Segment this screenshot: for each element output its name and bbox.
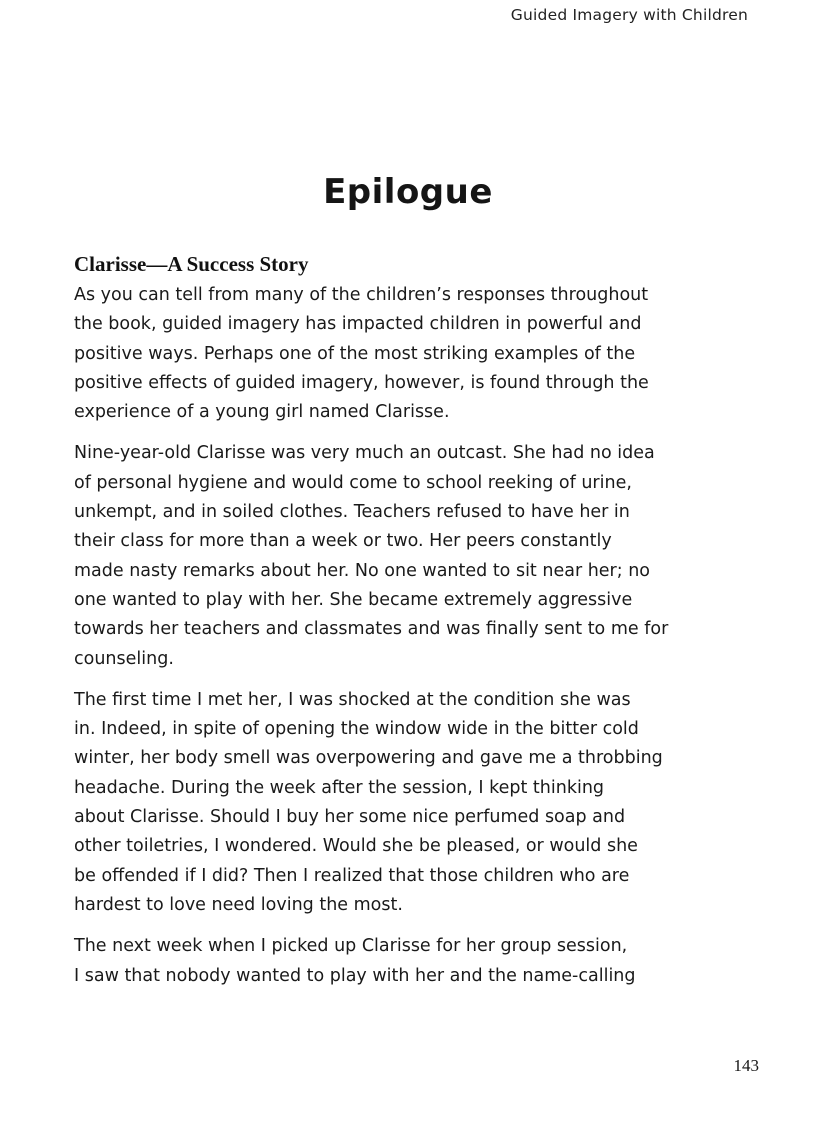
text-line: in. Indeed, in spite of opening the window wide in the bitter cold <box>74 719 639 740</box>
text-line: one wanted to play with her. She became extremely aggressive <box>74 589 633 610</box>
text-line: about Clarisse. Should I buy her some nice perfumed soap and <box>74 807 626 828</box>
text-line: towards her teachers and classmates and was finally sent to me for <box>74 619 669 640</box>
text-line: experience of a young girl named Clarisse. <box>74 402 450 423</box>
text-line: I saw that nobody wanted to play with her and the name-calling <box>74 965 636 986</box>
text-line: The next week when I picked up Clarisse for her group session, <box>74 936 628 957</box>
page-number: 143 <box>733 1056 759 1075</box>
paragraph-3 <box>74 686 754 920</box>
text-line: The first time I met her, I was shocked at the condition she was <box>74 689 631 710</box>
paragraph-1 <box>74 281 754 427</box>
text-line: winter, her body smell was overpowering and gave me a throbbing <box>74 748 663 769</box>
text-line: positive ways. Perhaps one of the most striking examples of the <box>74 343 636 364</box>
body-text <box>74 281 754 1003</box>
chapter-title: Epilogue <box>323 172 493 212</box>
text-line: unkempt, and in soiled clothes. Teachers refused to have her in <box>74 502 630 523</box>
text-line: of personal hygiene and would come to school reeking of urine, <box>74 472 632 493</box>
text-line: the book, guided imagery has impacted children in powerful and <box>74 314 642 335</box>
text-line: their class for more than a week or two. Her peers constantly <box>74 531 612 552</box>
text-line: counseling. <box>74 648 174 669</box>
text-line: As you can tell from many of the children’s responses throughout <box>74 285 649 305</box>
paragraph-2 <box>74 439 754 673</box>
text-line: made nasty remarks about her. No one wanted to sit near her; no <box>74 560 651 581</box>
text-line: be offended if I did? Then I realized that those children who are <box>74 865 630 886</box>
text-line: hardest to love need loving the most. <box>74 894 403 915</box>
text-line: positive effects of guided imagery, however, is found through the <box>74 372 649 393</box>
paragraph-4 <box>74 932 754 991</box>
text-line: other toiletries, I wondered. Would she be pleased, or would she <box>74 836 638 857</box>
section-heading: Clarisse—A Success Story <box>74 252 309 276</box>
text-line: Nine-year-old Clarisse was very much an outcast. She had no idea <box>74 443 655 464</box>
running-header: Guided Imagery with Children <box>510 6 748 24</box>
text-line: headache. During the week after the session, I kept thinking <box>74 777 605 798</box>
